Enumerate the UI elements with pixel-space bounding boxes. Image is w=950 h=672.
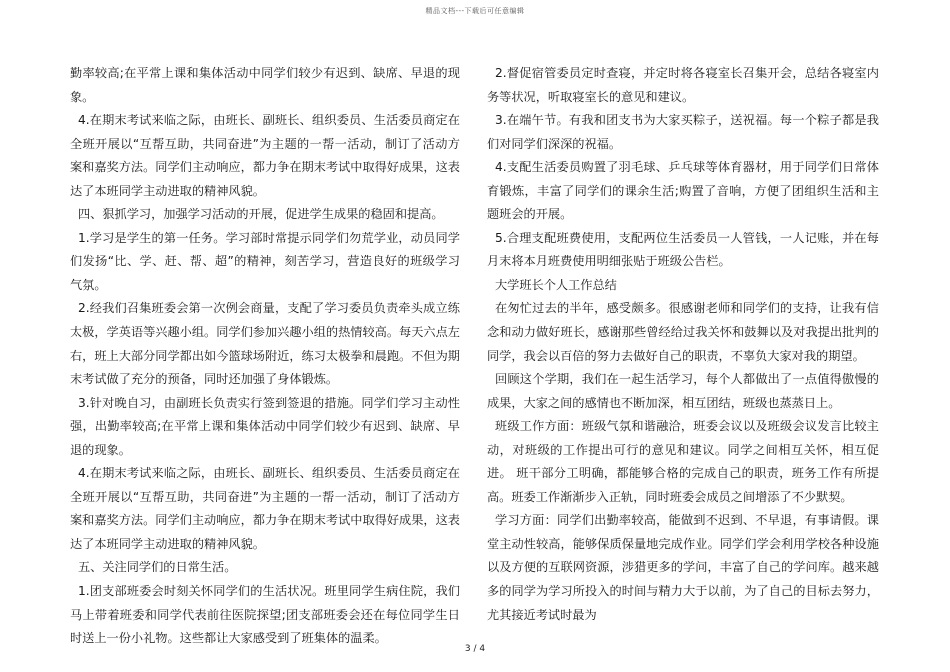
paragraph: 3.针对晚自习，由副班长负责实行签到签退的措施。同学们学习主动性强，出勤率较高;在平常上课和集体活动中同学们较少有迟到、缺席、早退的现象。 (70, 395, 460, 457)
paragraph: 1.学习是学生的第一任务。学习部时常提示同学们勿荒学业，动员同学们发扬“比、学、赶、帮、超”的精神，刻苦学习，营造良好的班级学习气氛。 (70, 230, 460, 292)
paragraph: 4.支配生活委员购置了羽毛球、乒乓球等体育器材，用于同学们日常体育锻炼，丰富了同学们的课余生活;购置了音响，方便了团组织生活和主题班会的开展。 (487, 160, 879, 222)
paragraph: 4.在期末考试来临之际，由班长、副班长、组织委员、生活委员商定在全班开展以“互帮互助，共同奋进”为主题的一帮一活动，制订了活动方案和嘉奖方法。同学们主动响应，都力争在期末考试中取得好成果，这表达了本班同学主动进取的精神风貌。 (70, 466, 460, 551)
paragraph: 5.合理支配班费使用，支配两位生活委员一人管钱，一人记账，并在每月末将本月班费使用明细张贴于班级公告栏。 (487, 230, 879, 269)
paragraph: 学习方面：同学们出勤率较高，能做到不迟到、不早退，有事请假。课堂主动性较高，能够保质保量地完成作业。同学们学会利用学校各种设施以及方便的互联网资源，涉猎更多的学问，丰富了自己的学问库。越来越多的同学为学习所投入的时间与精力大于以前，为了自己的目标去努力，尤其接近考试时最为 (487, 513, 879, 622)
paragraph: 2.督促宿管委员定时查寝，并定时将各寝室长召集开会，总结各寝室内务等状况，听取寝室长的意见和建议。 (487, 66, 879, 104)
paragraph: 3.在端午节。有我和团支书为大家买粽子，送祝福。每一个粽子都是我们对同学们深深的祝福。 (487, 113, 879, 151)
paragraph: 在匆忙过去的半年，感受颇多。很感谢老师和同学们的支持，让我有信念和动力做好班长，感谢那些曾经给过我关怀和鼓舞以及对我提出批判的同学，我会以百倍的努力去做好自己的职责，不辜负大家对我的期望。 (487, 301, 879, 363)
paragraph: 回顾这个学期，我们在一起生活学习，每个人都做出了一点值得傲慢的成果，大家之间的感情也不断加深，相互团结，班级也蒸蒸日上。 (487, 372, 879, 410)
right-column (487, 62, 879, 627)
page-header: 精品文档---下载后可任意编辑 (425, 7, 525, 15)
paragraph: 四、狠抓学习，加强学习活动的开展，促进学生成果的稳固和提高。 (78, 207, 444, 222)
paragraph: 4.在期末考试来临之际，由班长、副班长、组织委员、生活委员商定在全班开展以“互帮互助，共同奋进”为主题的一帮一活动，制订了活动方案和嘉奖方法。同学们主动响应，都力争在期末考试中取得好成果，这表达了本班同学主动进取的精神风貌。 (70, 113, 460, 198)
paragraph: 五、关注同学们的日常生活。 (78, 560, 237, 575)
paragraph: 班级工作方面：班级气氛和谐融洽，班委会议以及班级会议发言比较主动，对班级的工作提出可行的意见和建议。同学之间相互关怀，相互促进。 班干部分工明确，都能够合格的完成自己的职责，班务工作有所提高。班委工作渐渐步入正轨，同时班委会成员之间增添了不少默契。 (487, 419, 879, 504)
paragraph: 大学班长个人工作总结 (495, 277, 617, 292)
paragraph: 2.经我们召集班委会第一次例会商量，支配了学习委员负责牵头成立练太极，学英语等兴趣小组。同学们参加兴趣小组的热情较高。每天六点左右，班上大部分同学都出如今篮球场附近，练习太极拳和晨跑。不但为期末考试做了充分的预备，同时还加强了身体锻炼。 (70, 301, 460, 387)
left-column (70, 62, 460, 651)
page-number: 3 / 4 (464, 644, 486, 654)
paragraph: 勤率较高;在平常上课和集体活动中同学们较少有迟到、缺席、早退的现象。 (70, 66, 460, 104)
paragraph: 1.团支部班委会时刻关怀同学们的生活状况。班里同学生病住院，我们马上带着班委和同学代表前往医院探望;团支部班委会还在每位同学生日时送上一份小礼物。这些都让大家感受到了班集体的温柔。 (70, 584, 460, 646)
